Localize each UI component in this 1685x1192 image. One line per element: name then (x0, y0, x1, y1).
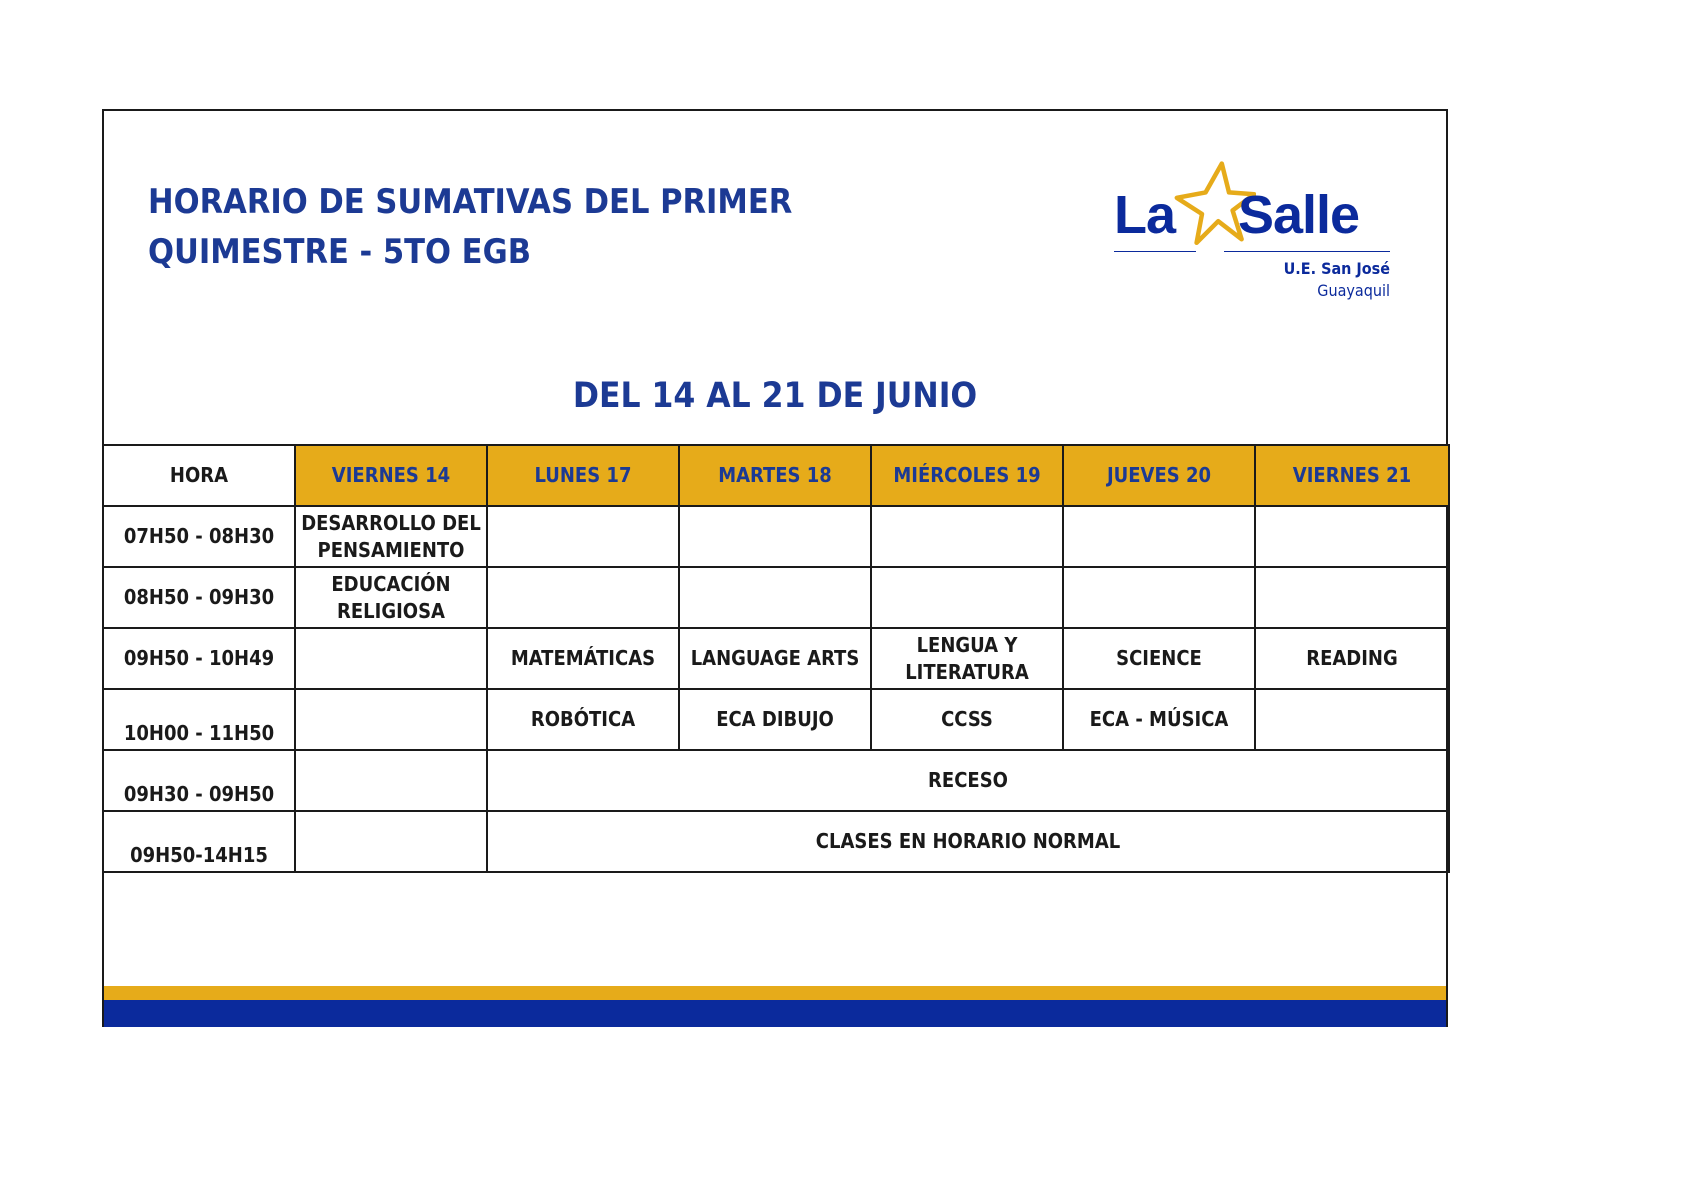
exam-cell (295, 750, 487, 811)
col-header-hora: HORA (103, 445, 295, 506)
exam-cell (1255, 567, 1449, 628)
time-cell: 09H50-14H15 (103, 811, 295, 872)
exam-cell (679, 506, 871, 567)
table-row (103, 689, 1449, 750)
logo-city: Guayaquil (1317, 281, 1390, 300)
exam-cell (1063, 567, 1255, 628)
col-header-day: JUEVES 20 (1063, 445, 1255, 506)
date-range: DEL 14 AL 21 DE JUNIO (572, 376, 978, 416)
time-cell: 10H00 - 11H50 (103, 689, 295, 750)
col-header-day: VIERNES 21 (1255, 445, 1449, 506)
exam-cell: EDUCACIÓN RELIGIOSA (295, 567, 487, 628)
exam-cell (1255, 689, 1449, 750)
logo-rule-right (1224, 251, 1390, 252)
exam-cell: DESARROLLO DEL PENSAMIENTO (295, 506, 487, 567)
col-header-day: MARTES 18 (679, 445, 871, 506)
exam-cell (1063, 506, 1255, 567)
exam-cell: ECA DIBUJO (679, 689, 871, 750)
exam-cell: LANGUAGE ARTS (679, 628, 871, 689)
table-row (103, 750, 1449, 811)
exam-cell (295, 628, 487, 689)
table-row (103, 506, 1449, 567)
time-cell: 09H30 - 09H50 (103, 750, 295, 811)
schedule-sheet (102, 109, 1448, 1027)
exam-cell: LENGUA Y LITERATURA (871, 628, 1063, 689)
col-header-day: LUNES 17 (487, 445, 679, 506)
exam-cell: SCIENCE (1063, 628, 1255, 689)
footer-band-gold (104, 986, 1446, 1000)
exam-cell (871, 567, 1063, 628)
footer-band-blue (104, 1000, 1446, 1027)
normal-classes-cell: CLASES EN HORARIO NORMAL (487, 811, 1449, 872)
table-row (103, 628, 1449, 689)
exam-cell (1255, 506, 1449, 567)
exam-cell (679, 567, 871, 628)
time-cell: 07H50 - 08H30 (103, 506, 295, 567)
table-row (103, 567, 1449, 628)
exam-cell (871, 506, 1063, 567)
schedule-table (102, 444, 1450, 873)
la-salle-logo (1104, 157, 1394, 300)
exam-cell: ROBÓTICA (487, 689, 679, 750)
exam-cell: MATEMÁTICAS (487, 628, 679, 689)
col-header-day: VIERNES 14 (295, 445, 487, 506)
header-row (103, 445, 1449, 506)
exam-cell (295, 811, 487, 872)
table-row (103, 811, 1449, 872)
logo-word-la: La (1114, 185, 1176, 245)
page-title (148, 177, 792, 277)
exam-cell: ECA - MÚSICA (1063, 689, 1255, 750)
exam-cell (487, 567, 679, 628)
exam-cell: CCSS (871, 689, 1063, 750)
recess-cell: RECESO (487, 750, 1449, 811)
title-line-2: QUIMESTRE - 5TO EGB (148, 232, 531, 272)
exam-cell (487, 506, 679, 567)
time-cell: 08H50 - 09H30 (103, 567, 295, 628)
logo-rule-left (1114, 251, 1196, 252)
col-header-day: MIÉRCOLES 19 (871, 445, 1063, 506)
logo-school-name: U.E. San José (1283, 259, 1390, 278)
time-cell: 09H50 - 10H49 (103, 628, 295, 689)
logo-word-salle: Salle (1238, 185, 1360, 245)
title-line-1: HORARIO DE SUMATIVAS DEL PRIMER (148, 182, 793, 222)
exam-cell: READING (1255, 628, 1449, 689)
exam-cell (295, 689, 487, 750)
